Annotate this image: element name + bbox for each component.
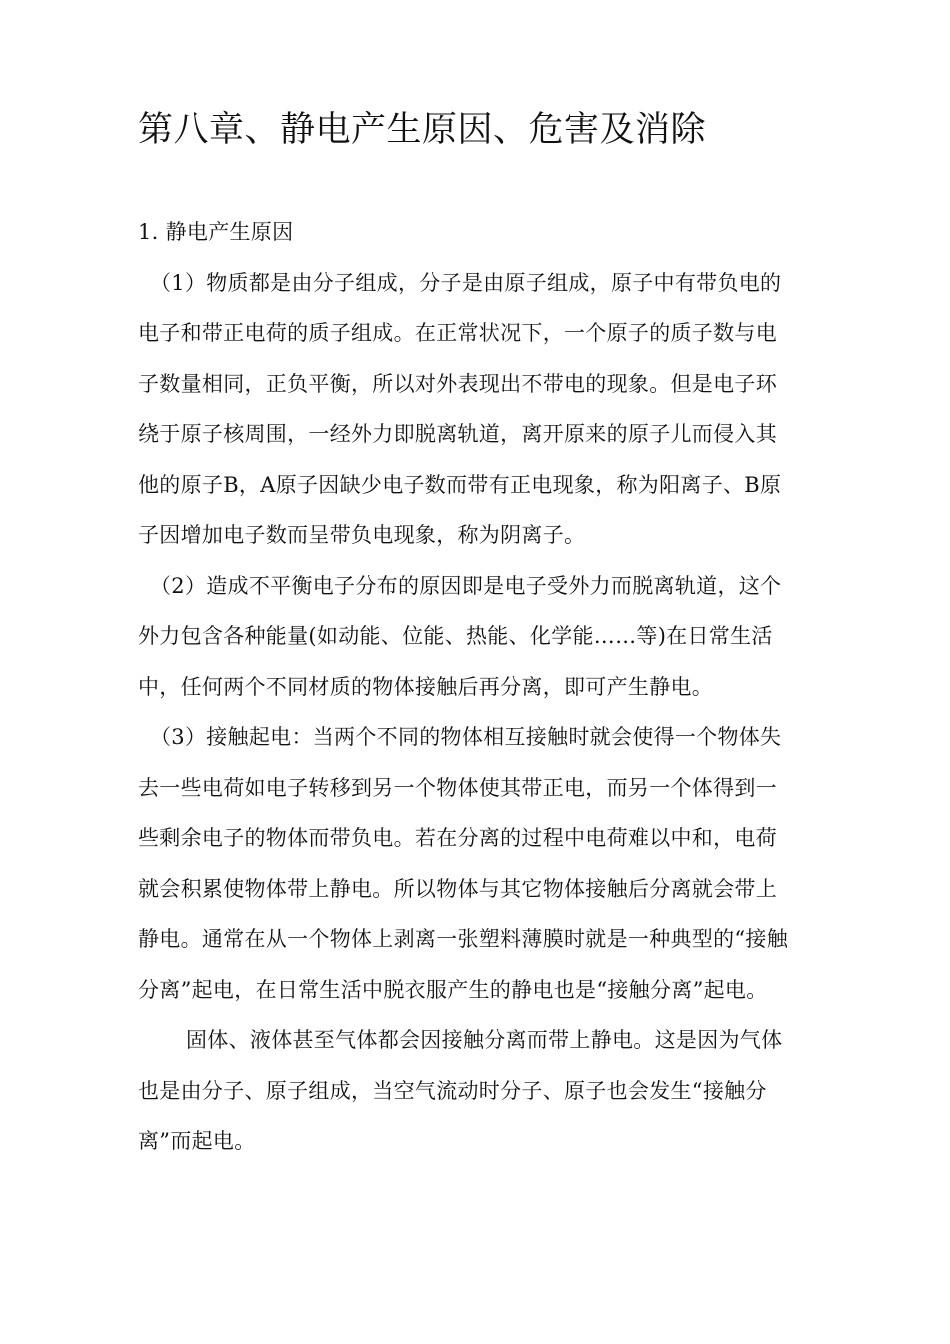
paragraph-line: 子因增加电子数而呈带负电现象，称为阴离子。 (138, 523, 586, 547)
paragraph-line: 子数量相同，正负平衡，所以对外表现出不带电的现象。但是电子环 (138, 371, 777, 396)
paragraph-line: 他的原子B，A原子因缺少电子数而带有正电现象，称为阳离子、B原 (138, 472, 782, 497)
paragraph-line: 就会积累使物体带上静电。所以物体与其它物体接触后分离就会带上 (138, 876, 777, 901)
paragraph-line: 中，任何两个不同材质的物体接触后再分离，即可产生静电。 (138, 674, 714, 699)
paragraph-line: 也是由分子、原子组成，当空气流动时分子、原子也会发生“接触分 (138, 1078, 767, 1103)
paragraph-line: 离”而起电。 (138, 1129, 256, 1153)
paragraph-line: 电子和带正电荷的质子组成。在正常状况下，一个原子的质子数与电 (138, 321, 777, 345)
paragraph-line: 些剩余电子的物体而带负电。若在分离的过程中电荷难以中和，电荷 (138, 826, 777, 850)
paragraph-line: （2）造成不平衡电子分布的原因即是电子受外力而脱离轨道，这个 (150, 573, 782, 598)
paragraph-line: 去一些电荷如电子转移到另一个物体使其带正电，而另一个体得到一 (138, 775, 777, 800)
paragraph-line: 外力包含各种能量(如动能、位能、热能、化学能……等)在日常生活 (138, 624, 773, 648)
paragraph-line: 绕于原子核周围，一经外力即脱离轨道，离开原来的原子儿而侵入其 (138, 422, 777, 446)
paragraph-line: 静电。通常在从一个物体上剥离一张塑料薄膜时就是一种典型的“接触 (138, 927, 789, 951)
document-body (138, 207, 818, 1167)
section-heading: 1. 静电产生原因 (138, 220, 294, 244)
paragraph-line: 固体、液体甚至气体都会因接触分离而带上静电。这是因为气体 (186, 1028, 783, 1052)
chapter-title: 第八章、静电产生原因、危害及消除 (138, 110, 707, 150)
paragraph-line: 分离”起电，在日常生活中脱衣服产生的静电也是“接触分离”起电。 (138, 977, 768, 1002)
paragraph-line: （3）接触起电：当两个不同的物体相互接触时就会使得一个物体失 (150, 725, 782, 749)
paragraph-line: （1）物质都是由分子组成，分子是由原子组成，原子中有带负电的 (150, 270, 782, 295)
